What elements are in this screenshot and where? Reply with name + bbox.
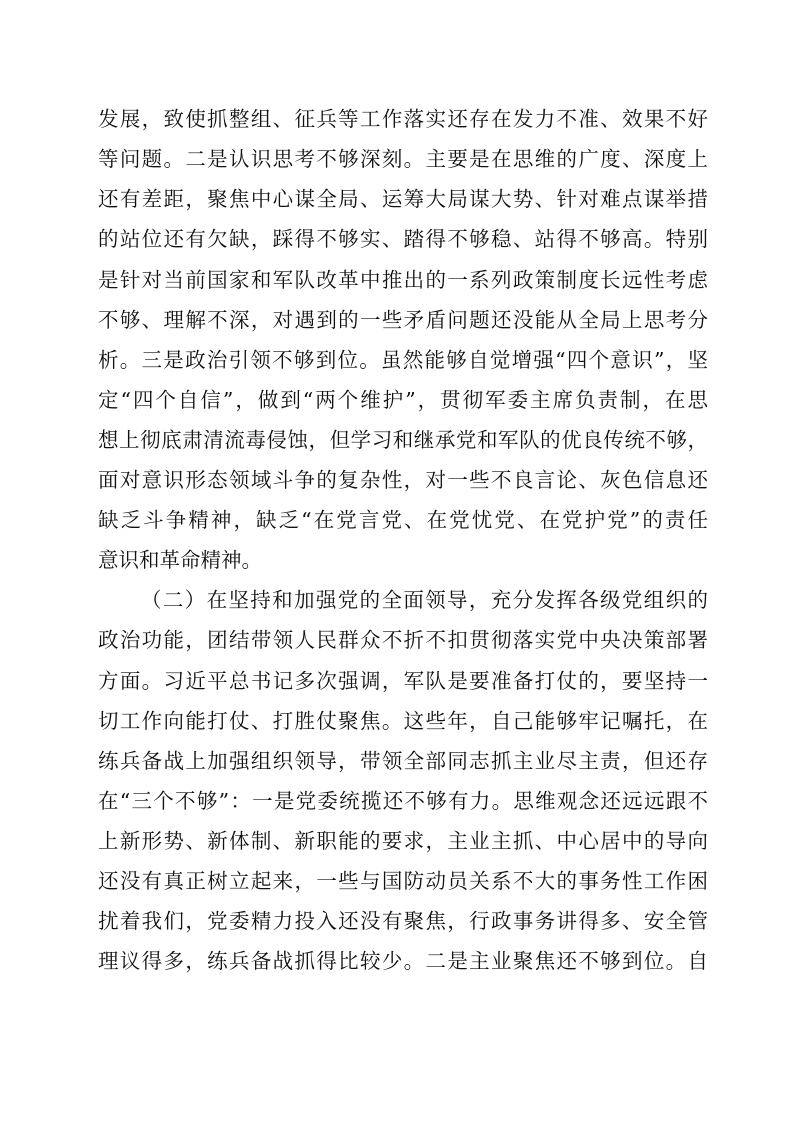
- text-line: 发展，致使抓整组、征兵等工作落实还存在发力不准、效果不好: [98, 107, 708, 131]
- text-line: 理议得多，练兵备战抓得比较少。二是主业聚焦还不够到位。自: [98, 949, 708, 973]
- text-line: 练兵备战上加强组织领导，带领全部同志抓主业尽主责，但还存: [98, 749, 708, 773]
- text-line: 还没有真正树立起来，一些与国防动员关系不大的事务性工作困: [98, 869, 708, 893]
- text-line: 方面。习近平总书记多次强调，军队是要准备打仗的，要坚持一: [98, 669, 708, 693]
- text-line: 想上彻底肃清流毒侵蚀，但学习和继承党和军队的优良传统不够，: [98, 428, 708, 452]
- text-line: 等问题。二是认识思考不够深刻。主要是在思维的广度、深度上: [98, 147, 708, 171]
- text-line: 意识和革命精神。: [98, 548, 262, 572]
- text-line: 面对意识形态领域斗争的复杂性，对一些不良言论、灰色信息还: [98, 468, 708, 492]
- text-line: 定“四个自信”，做到“两个维护”，贯彻军委主席负责制，在思: [98, 388, 708, 412]
- text-line: 析。三是政治引领不够到位。虽然能够自觉增强“四个意识”，坚: [98, 348, 708, 372]
- text-line: 的站位还有欠缺，踩得不够实、踏得不够稳、站得不够高。特别: [98, 227, 708, 251]
- text-line: 缺乏斗争精神，缺乏“在党言党、在党忧党、在党护党”的责任: [98, 508, 708, 532]
- text-line: 扰着我们，党委精力投入还没有聚焦，行政事务讲得多、安全管: [98, 909, 708, 933]
- text-line: 不够、理解不深，对遇到的一些矛盾问题还没能从全局上思考分: [98, 308, 708, 332]
- text-line: 在“三个不够”：一是党委统揽还不够有力。思维观念还远远跟不: [98, 789, 708, 813]
- text-line: 政治功能，团结带领人民群众不折不扣贯彻落实党中央决策部署: [98, 628, 708, 652]
- section-heading-line: （二）在坚持和加强党的全面领导，充分发挥各级党组织的: [141, 588, 708, 612]
- text-line: 是针对当前国家和军队改革中推出的一系列政策制度长远性考虑: [98, 268, 708, 292]
- text-line: 上新形势、新体制、新职能的要求，主业主抓、中心居中的导向: [98, 829, 708, 853]
- text-line: 还有差距，聚焦中心谋全局、运筹大局谋大势、针对难点谋举措: [98, 187, 708, 211]
- text-line: 切工作向能打仗、打胜仗聚焦。这些年，自己能够牢记嘱托，在: [98, 709, 708, 733]
